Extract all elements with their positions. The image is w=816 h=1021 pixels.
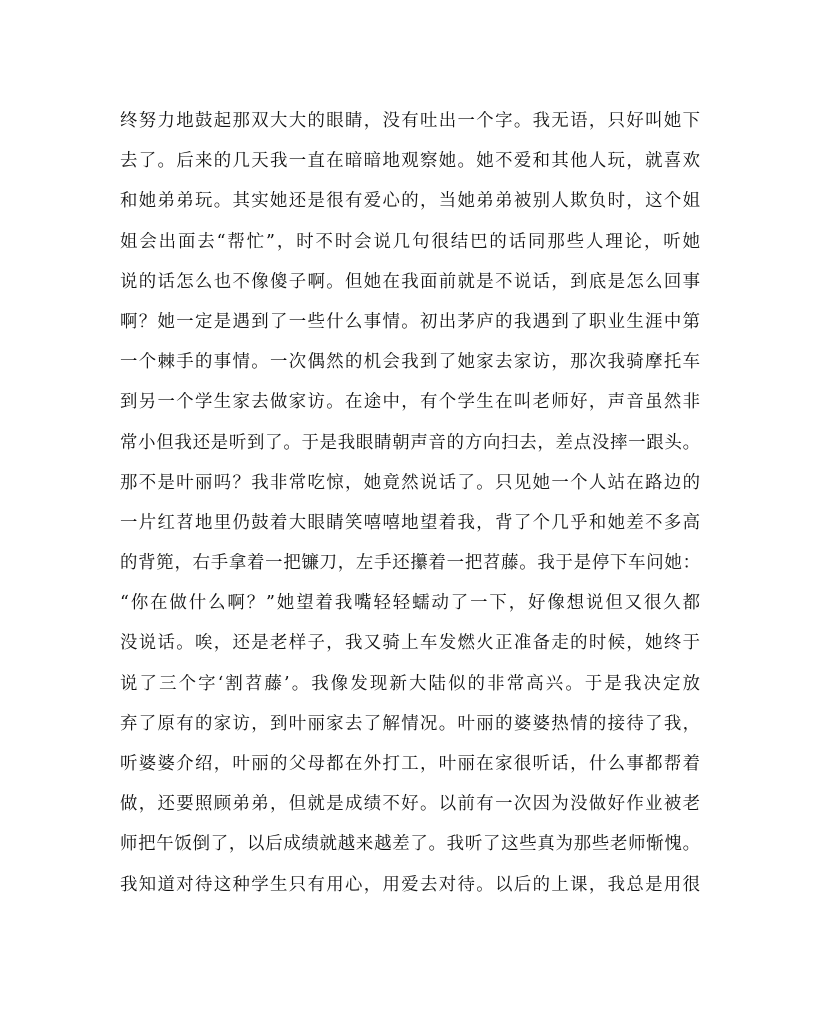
text-line: 师把午饭倒了，以后成绩就越来越差了。我听了这些真为那些老师惭愧。: [120, 834, 700, 855]
text-line: 没说话。唉，还是老样子，我又骑上车发燃火正准备走的时候，她终于: [120, 633, 700, 654]
text-line: 常小但我还是听到了。于是我眼睛朝声音的方向扫去，差点没摔一跟头。: [120, 432, 700, 453]
text-line: 那不是叶丽吗？我非常吃惊，她竟然说话了。只见她一个人站在路边的: [120, 472, 700, 493]
text-line: 我知道对待这种学生只有用心，用爱去对待。以后的上课，我总是用很: [120, 874, 700, 895]
text-line: 去了。后来的几天我一直在暗暗地观察她。她不爱和其他人玩，就喜欢: [120, 151, 700, 172]
text-line: “你在做什么啊？”她望着我嘴轻轻蠕动了一下，好像想说但又很久都: [120, 593, 700, 614]
text-line: 说了三个字‘割苕藤’。我像发现新大陆似的非常高兴。于是我决定放: [120, 673, 700, 694]
text-line: 说的话怎么也不像傻子啊。但她在我面前就是不说话，到底是怎么回事: [120, 271, 700, 292]
text-line: 啊？她一定是遇到了一些什么事情。初出茅庐的我遇到了职业生涯中第: [120, 311, 700, 332]
text-line: 的背篼，右手拿着一把镰刀，左手还攥着一把苕藤。我于是停下车问她：: [120, 553, 700, 574]
text-line: 做，还要照顾弟弟，但就是成绩不好。以前有一次因为没做好作业被老: [120, 794, 700, 815]
text-line: 一个棘手的事情。一次偶然的机会我到了她家去家访，那次我骑摩托车: [120, 352, 700, 373]
text-line: 弃了原有的家访，到叶丽家去了解情况。叶丽的婆婆热情的接待了我，: [120, 713, 700, 734]
text-line: 听婆婆介绍，叶丽的父母都在外打工，叶丽在家很听话，什么事都帮着: [120, 754, 700, 774]
text-line: 和她弟弟玩。其实她还是很有爱心的，当她弟弟被别人欺负时，这个姐: [120, 191, 700, 212]
text-line: 姐会出面去“帮忙”，时不时会说几句很结巴的话同那些人理论，听她: [120, 231, 700, 252]
body-text: [120, 101, 700, 905]
text-line: 终努力地鼓起那双大大的眼睛，没有吐出一个字。我无语，只好叫她下: [120, 111, 700, 131]
text-line: 一片红苕地里仍鼓着大眼睛笑嘻嘻地望着我，背了个几乎和她差不多高: [120, 512, 700, 533]
text-line: 到另一个学生家去做家访。在途中，有个学生在叫老师好，声音虽然非: [120, 392, 700, 413]
